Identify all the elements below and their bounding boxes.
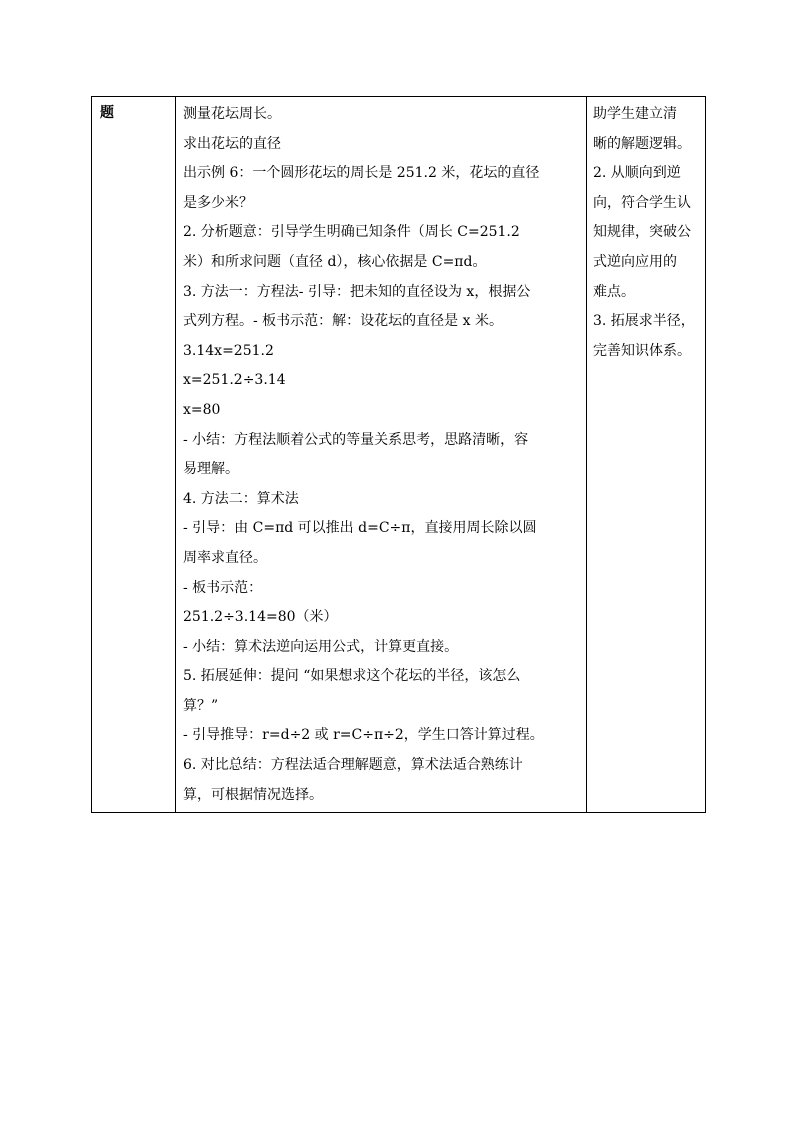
content-line: x=80 [183, 401, 221, 418]
lesson-plan-table [91, 96, 706, 813]
content-line: 算？” [183, 697, 219, 714]
content-line: 是多少米？ [183, 194, 253, 211]
content-line: - 小结：方程法顺着公式的等量关系思考，思路清晰，容 [183, 431, 529, 448]
content-line: 2. 分析题意：引导学生明确已知条件（周长 C=251.2 [183, 224, 520, 241]
content-line: x=251.2÷3.14 [183, 372, 286, 389]
content-line: - 引导：由 C=πd 可以推出 d=C÷π，直接用周长除以圆 [183, 520, 537, 537]
content-line: 5. 拓展延伸：提问 “如果想求这个花坛的半径，该怎么 [183, 668, 521, 685]
table-row [92, 97, 706, 813]
content-line: 算，可根据情况选择。 [183, 786, 323, 803]
content-line: - 引导推导：r=d÷2 或 r=C÷π÷2，学生口答计算过程。 [183, 727, 544, 744]
content-line: 米）和所求问题（直径 d），核心依据是 C=πd。 [183, 253, 487, 270]
content-line: 3. 方法一：方程法- 引导：把未知的直径设为 x，根据公 [183, 283, 531, 300]
note-lines [587, 97, 705, 368]
note-line: 助学生建立清 [593, 106, 677, 122]
content-line: 6. 对比总结：方程法适合理解题意，算术法适合熟练计 [183, 757, 523, 774]
content-line: 4. 方法二：算术法 [183, 490, 299, 507]
note-line: 向，符合学生认 [593, 194, 691, 211]
content-line: 求出花坛的直径 [183, 135, 281, 152]
content-line: 周率求直径。 [183, 549, 267, 566]
content-line: 易理解。 [183, 461, 239, 478]
content-line: 式列方程。- 板书示范：解：设花坛的直径是 x 米。 [183, 313, 503, 330]
content-cell [176, 97, 587, 813]
content-line: - 小结：算术法逆向运用公式，计算更直接。 [183, 638, 459, 655]
note-line: 知规律，突破公 [593, 224, 691, 241]
content-line: 测量花坛周长。 [183, 106, 281, 122]
note-line: 3. 拓展求半径， [593, 313, 695, 330]
content-line: - 板书示范： [183, 579, 263, 596]
note-line: 晰的解题逻辑。 [593, 135, 691, 152]
note-line: 式逆向应用的 [593, 253, 677, 270]
note-line: 难点。 [593, 283, 635, 300]
content-line: 出示例 6：一个圆形花坛的周长是 251.2 米，花坛的直径 [183, 165, 540, 182]
row-label-cell [92, 97, 176, 813]
note-line: 完善知识体系。 [593, 342, 691, 359]
content-lines [176, 97, 586, 812]
note-line: 2. 从顺向到逆 [593, 165, 681, 182]
note-cell [587, 97, 706, 813]
content-line: 3.14x=251.2 [183, 342, 274, 359]
row-label: 题 [100, 105, 114, 121]
content-line: 251.2÷3.14=80（米） [183, 609, 338, 626]
